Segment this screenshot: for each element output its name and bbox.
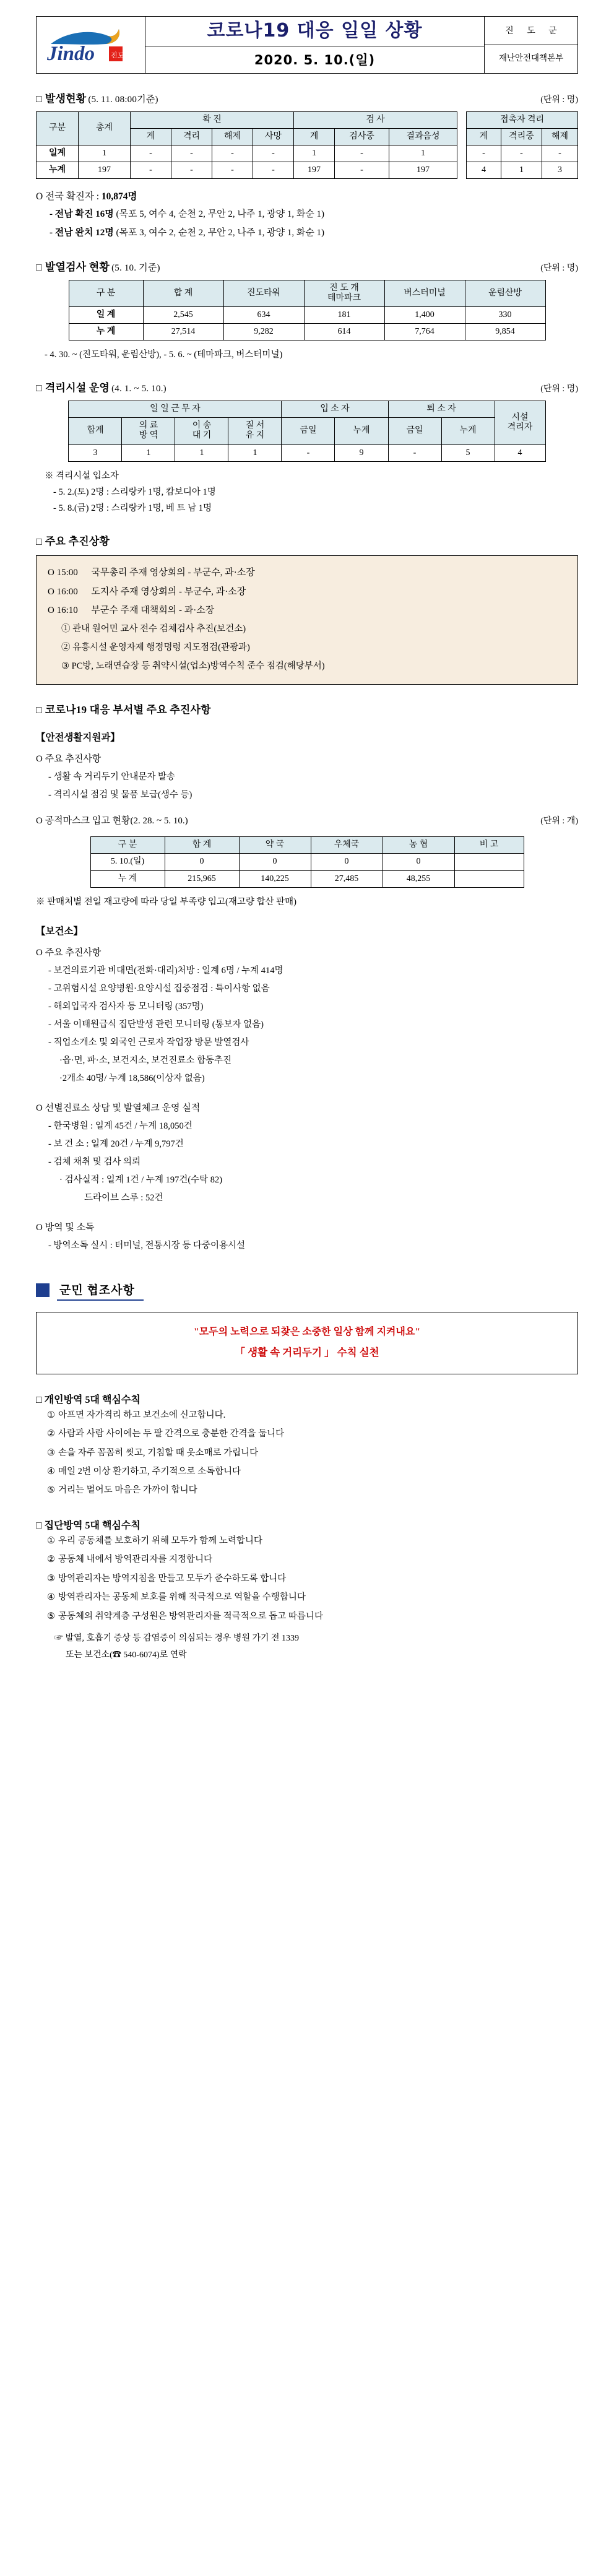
table-row	[467, 162, 578, 178]
cell-cum-confirmed-death: -	[253, 162, 294, 178]
section-isolation-facility	[36, 379, 578, 516]
table-row	[37, 145, 457, 162]
cell-daily-terminal: 1,400	[384, 307, 465, 324]
col-nonghyup: 농 협	[383, 837, 454, 854]
colgroup-leavers: 퇴 소 자	[388, 401, 495, 418]
major-activities-box	[36, 555, 578, 685]
col-contact-sum: 계	[467, 128, 501, 145]
activity-item	[48, 563, 566, 583]
personal-rule-item: ① 아프면 자가격리 하고 보건소에 신고합니다.	[47, 1410, 226, 1420]
cell-daily-park: 181	[304, 307, 384, 324]
col-total: 합 계	[143, 280, 223, 306]
cell-daily-test-pending: -	[335, 145, 389, 162]
dept2-item: - 방역소독 실시 : 터미널, 전통시장 등 다중이용시설	[48, 1240, 245, 1251]
col-pharmacy: 약 국	[239, 837, 311, 854]
cell-facility-isolated: 4	[495, 445, 545, 461]
activity-item	[48, 601, 566, 620]
dept2-item: - 보 건 소 : 일계 20건 / 누계 9,797건	[48, 1138, 184, 1149]
cell-daily-contact-isolating: -	[501, 145, 542, 162]
mask-inventory-table	[90, 836, 524, 887]
dept-name-safety: 【안전생활지원과】	[36, 732, 120, 744]
group-rule-item: ⑤ 공동체의 취약계층 구성원은 방역관리자를 적극적으로 돕고 따릅니다	[47, 1611, 323, 1621]
personal-rules-title: □ 개인방역 5대 핵심수칙	[36, 1394, 141, 1405]
cell-cum-terminal: 7,764	[384, 324, 465, 340]
section-department-activities	[36, 701, 578, 1254]
cell-day-pharmacy: 0	[239, 854, 311, 870]
cell-cum-total: 215,965	[165, 870, 239, 887]
isolation-title: □ 격리시설 운영 (4. 1. ~ 5. 10.)	[36, 382, 166, 394]
group-rule-item: ③ 방역관리자는 방역지침을 만들고 모두가 준수하도록 합니다	[47, 1573, 287, 1584]
col-total: 합 계	[165, 837, 239, 854]
cell-cum-contact-isolating: 1	[501, 162, 542, 178]
bullet-circle: O	[36, 816, 43, 826]
table-row	[90, 854, 524, 870]
cell-daily-total: 1	[79, 145, 131, 162]
bullet-circle: O	[36, 1103, 43, 1113]
col-worker-total: 합계	[69, 418, 122, 445]
activity-time: 16:00	[56, 586, 78, 597]
svg-text:Jindo: Jindo	[46, 43, 95, 64]
isolation-unit: (단위 : 명)	[540, 384, 578, 394]
bullet-circle: O	[48, 605, 54, 616]
dept2-subitem: ·2개소 40명/ 누계 18,586(이상자 없음)	[59, 1073, 205, 1083]
dept2-heading-2: O 선별진료소 상담 및 발열체크 운영 실적	[36, 1103, 201, 1113]
table-row	[69, 445, 545, 461]
mask-inventory-title: O 공적마스크 입고 현황(2. 28. ~ 5. 10.)	[36, 816, 188, 826]
cell-cum-total: 197	[79, 162, 131, 178]
cell-worker-medical: 1	[122, 445, 175, 461]
national-confirmed-label: 전국 확진자 :	[45, 191, 102, 202]
dept2-heading-1: O 주요 추진사항	[36, 947, 102, 958]
col-confirmed-death: 사망	[253, 128, 294, 145]
personal-rule-item: ② 사람과 사람 사이에는 두 팔 간격으로 충분한 간격을 둡니다	[47, 1429, 285, 1439]
cell-cum-confirmed-isolated: -	[171, 162, 212, 178]
cell-worker-order: 1	[228, 445, 282, 461]
col-gubun: 구분	[37, 111, 79, 145]
dept2-item: - 해외입국자 검사자 등 모니터링 (357명)	[48, 1001, 204, 1012]
bullet-circle: O	[48, 586, 54, 597]
section-outbreak	[36, 90, 578, 179]
col-gubun: 구 분	[69, 280, 143, 306]
cell-worker-total: 3	[69, 445, 122, 461]
isolation-table	[68, 401, 545, 461]
dept2-subitem: ·읍·면, 파·소, 보건지소, 보건진료소 합동추진	[59, 1055, 231, 1065]
cell-daily-total: 2,545	[143, 307, 223, 324]
table-row	[37, 162, 457, 178]
isolation-notes	[36, 468, 578, 516]
emergency-contact-note	[36, 1631, 578, 1663]
cell-day-nonghyup: 0	[383, 854, 454, 870]
cooperation-title: 군민 협조사항	[57, 1280, 144, 1301]
col-unrimsanbang: 운림산방	[465, 280, 545, 306]
cell-cum-contact-sum: 4	[467, 162, 501, 178]
row-label-daily: 일계	[37, 145, 79, 162]
header-title-cell	[145, 17, 485, 74]
colgroup-contact-isolation: 접촉자 격리	[467, 111, 578, 128]
col-facility-isolated: 시설 격리자	[495, 401, 545, 445]
isolation-note-item: - 5. 2.(토) 2명 : 스리랑카 1명, 캄보디아 1명	[53, 487, 216, 497]
dept2-subitem: · 검사실적 : 일계 1건 / 누계 197건(수탁 82)	[59, 1174, 223, 1185]
cell-cum-contact-released: 3	[542, 162, 578, 178]
outbreak-table-contact	[466, 111, 578, 179]
table-row	[467, 145, 578, 162]
mask-note: ※ 판매처별 전일 재고량에 따라 당일 부족량 입고(재고량 합산 판매)	[36, 896, 296, 907]
bullet-circle: O	[48, 567, 54, 578]
bullet-circle: O	[36, 754, 43, 765]
colgroup-daily-workers: 일 일 근 무 자	[69, 401, 282, 418]
cell-out-today: -	[388, 445, 441, 461]
group-rule-item: ① 우리 공동체를 보호하기 위해 모두가 함께 노력합니다	[47, 1535, 262, 1546]
cell-cum-total: 27,514	[143, 324, 223, 340]
slogan-line-2: 「 생활 속 거리두기 」 수칙 실천	[235, 1346, 379, 1358]
fever-unit: (단위 : 명)	[540, 263, 578, 273]
col-confirmed-sum: 계	[131, 128, 171, 145]
table-row	[69, 307, 545, 324]
jindo-logo-icon	[45, 25, 137, 64]
col-in-today: 금일	[282, 418, 335, 445]
dept2-drive-thru: 드라이브 스루 : 52건	[84, 1192, 163, 1203]
cell-cum-unrim: 9,854	[465, 324, 545, 340]
slogan-line-1: "모두의 노력으로 되찾은 소중한 일상 함께 지켜내요"	[193, 1326, 421, 1337]
checkbox-mark: □	[36, 705, 42, 716]
group-rule-item: ② 공동체 내에서 방역관리자를 지정합니다	[47, 1555, 212, 1565]
svg-text:진도: 진도	[110, 52, 124, 60]
col-confirmed-isolated: 격리	[171, 128, 212, 145]
emergency-line-1: ☞ 발열, 호흡기 증상 등 감염증이 의심되는 경우 병원 가기 전 1339	[54, 1634, 300, 1644]
jeonnam-confirmed-line: - 전남 확진 16명 (목포 5, 여수 4, 순천 2, 무안 2, 나주 1, 광양 1, 화순 1)	[50, 209, 325, 220]
col-out-today: 금일	[388, 418, 441, 445]
col-bus-terminal: 버스터미널	[384, 280, 465, 306]
checkbox-mark: □	[36, 93, 42, 105]
cell-worker-transport: 1	[175, 445, 228, 461]
row-label-cumulative: 누계	[37, 162, 79, 178]
cell-daily-test-sum: 1	[294, 145, 335, 162]
dept2-item: - 직업소개소 및 외국인 근로자 작업장 방문 발열검사	[48, 1037, 249, 1047]
checkbox-mark: □	[36, 383, 42, 394]
personal-rule-item: ④ 매일 2번 이상 환기하고, 주기적으로 소독합니다	[47, 1467, 241, 1477]
cell-daily-contact-sum: -	[467, 145, 501, 162]
col-worker-transport: 이 송 대 기	[175, 418, 228, 445]
cell-cum-post: 27,485	[311, 870, 383, 887]
dept2-item: - 서울 이태원급식 집단발생 관련 모니터링 (통보자 없음)	[48, 1019, 264, 1030]
fever-table	[69, 280, 546, 340]
section-major-activities	[36, 532, 578, 685]
blue-square-icon	[36, 1283, 50, 1297]
cell-cum-tower: 9,282	[223, 324, 304, 340]
col-test-sum: 계	[294, 128, 335, 145]
header-org-cell	[485, 17, 578, 74]
col-test-pending: 검사중	[335, 128, 389, 145]
group-rule-item: ④ 방역관리자는 공동체 보호를 위해 적극적으로 역할을 수행합니다	[47, 1592, 306, 1603]
dept2-item: - 보건의료기관 비대면(전화·대리)처방 : 일계 6명 / 누계 414명	[48, 965, 283, 976]
checkbox-mark: □	[36, 262, 42, 273]
cell-daily-contact-released: -	[542, 145, 578, 162]
cell-daily-confirmed-isolated: -	[171, 145, 212, 162]
isolation-note-item: - 5. 8.(금) 2명 : 스리랑카 1명, 베 트 남 1명	[53, 503, 212, 513]
cell-cum-pharmacy: 140,225	[239, 870, 311, 887]
bullet-circle: O	[36, 1222, 43, 1233]
document-header	[36, 16, 578, 74]
cell-day-total: 0	[165, 854, 239, 870]
cell-cum-confirmed-sum: -	[131, 162, 171, 178]
cooperation-header	[36, 1280, 578, 1301]
colgroup-entrants: 입 소 자	[282, 401, 388, 418]
cell-daily-test-negative: 1	[389, 145, 457, 162]
mask-unit: (단위 : 개)	[540, 817, 578, 826]
col-confirmed-released: 해제	[212, 128, 253, 145]
cell-in-today: -	[282, 445, 335, 461]
row-label-daily: 일 계	[69, 307, 143, 324]
checkbox-mark: □	[36, 1394, 42, 1405]
fever-title: □ 발열검사 현황 (5. 10. 기준)	[36, 261, 160, 273]
group-rules-title: □ 집단방역 5대 핵심수칙	[36, 1520, 141, 1531]
col-worker-medical: 의 료 방 역	[122, 418, 175, 445]
cell-cum-test-pending: -	[335, 162, 389, 178]
isolation-notes-title: ※ 격리시설 입소자	[45, 471, 119, 481]
col-gubun: 구 분	[90, 837, 165, 854]
org-division: 재난안전대책본부	[498, 53, 564, 63]
outbreak-title: □ 발생현황 (5. 11. 08:00기준)	[36, 92, 158, 105]
section-fever-check	[36, 258, 578, 363]
bullet-circle: O	[36, 947, 43, 958]
activity-item	[48, 583, 566, 602]
row-label-cumulative: 누 계	[69, 324, 143, 340]
personal-rule-item: ⑤ 거리는 멀어도 마음은 가까이 합니다	[47, 1485, 197, 1496]
cell-cum-park: 614	[304, 324, 384, 340]
cell-cum-confirmed-released: -	[212, 162, 253, 178]
dept1-item: - 격리시설 점검 및 물품 보급(생수 등)	[48, 790, 192, 800]
national-confirmed-block	[36, 188, 578, 206]
table-row	[69, 324, 545, 340]
cell-cum-test-sum: 197	[294, 162, 335, 178]
col-in-cumulative: 누계	[335, 418, 388, 445]
col-contact-released: 해제	[542, 128, 578, 145]
col-contact-isolating: 격리중	[501, 128, 542, 145]
activity-subitem: ① 관내 원어민 교사 전수 검체검사 추진(보건소)	[61, 624, 246, 635]
cell-daily-confirmed-sum: -	[131, 145, 171, 162]
document-title: 코로나19 대응 일일 상황	[145, 17, 484, 46]
document-date: 2020. 5. 10.(일)	[254, 52, 376, 67]
emergency-line-2: 또는 보건소(☎ 540-6074)로 연락	[66, 1650, 187, 1660]
slogan-box	[36, 1312, 578, 1374]
activity-time: 15:00	[56, 567, 78, 578]
cell-cum-remark	[454, 870, 524, 887]
activity-subitem: ③ PC방, 노래연습장 등 취약시설(업소)방역수칙 준수 점검(해당부서)	[61, 661, 325, 671]
dept2-item: - 한국병원 : 일계 45건 / 누계 18,050건	[48, 1121, 192, 1131]
activity-subitem: ② 유흥시설 운영자제 행정명령 지도점검(관광과)	[61, 642, 250, 653]
dept2-heading-3: O 방역 및 소독	[36, 1222, 95, 1233]
colgroup-test: 검 사	[294, 111, 457, 128]
org-name: 진 도 군	[485, 19, 577, 45]
checkbox-mark: □	[36, 1520, 42, 1531]
cell-daily-confirmed-released: -	[212, 145, 253, 162]
col-out-cumulative: 누계	[441, 418, 495, 445]
fever-note: - 4. 30. ~ (진도타워, 운림산방), - 5. 6. ~ (테마파크, 버스터미널)	[45, 350, 283, 360]
col-theme-park: 진 도 개 테마파크	[304, 280, 384, 306]
dept2-item: - 고위험시설 요양병원·요양시설 집중점검 : 특이사항 없음	[48, 983, 270, 994]
dept-name-health-center: 【보건소】	[36, 926, 83, 937]
col-worker-order: 질 서 유 지	[228, 418, 282, 445]
col-post-office: 우체국	[311, 837, 383, 854]
cell-out-cumulative: 5	[441, 445, 495, 461]
activity-text: 도지사 주재 영상회의 - 부군수, 과·소장	[91, 586, 246, 597]
national-confirmed-value: 10,874명	[101, 191, 137, 202]
activity-time: 16:10	[56, 605, 78, 616]
cell-day-remark	[454, 854, 524, 870]
cell-cum-test-negative: 197	[389, 162, 457, 178]
cell-daily-tower: 634	[223, 307, 304, 324]
activity-text: 국무총리 주재 영상회의 - 부군수, 과·소장	[91, 567, 255, 578]
colgroup-confirmed: 확 진	[131, 111, 294, 128]
col-jindo-tower: 진도타워	[223, 280, 304, 306]
dept2-item: - 검체 채취 및 검사 의뢰	[48, 1156, 141, 1167]
col-total: 총계	[79, 111, 131, 145]
checkbox-mark: □	[36, 536, 42, 547]
dept1-item: - 생활 속 거리두기 안내문자 발송	[48, 772, 176, 783]
bullet-circle: O	[36, 191, 43, 202]
table-row	[90, 870, 524, 887]
row-label-cumulative: 누 계	[90, 870, 165, 887]
outbreak-unit: (단위 : 명)	[540, 95, 578, 105]
col-test-negative: 결과음성	[389, 128, 457, 145]
activity-text: 부군수 주재 대책회의 - 과·소장	[91, 605, 215, 616]
jindo-logo	[37, 17, 145, 74]
jeonnam-recovered-line: - 전남 완치 12명 (목포 3, 여수 2, 순천 2, 무안 2, 나주 1, 광양 1, 화순 1)	[50, 227, 325, 238]
outbreak-table-main	[36, 111, 457, 179]
cell-cum-nonghyup: 48,255	[383, 870, 454, 887]
cell-daily-confirmed-death: -	[253, 145, 294, 162]
dept-section-title: □ 코로나19 대응 부서별 주요 추진사항	[36, 704, 211, 716]
personal-rule-item: ③ 손을 자주 꼼꼼히 씻고, 기침할 때 옷소매로 가립니다	[47, 1447, 259, 1458]
major-title: □ 주요 추진상황	[36, 535, 110, 547]
cell-in-cumulative: 9	[335, 445, 388, 461]
cell-day-post: 0	[311, 854, 383, 870]
col-remark: 비 고	[454, 837, 524, 854]
cell-daily-unrim: 330	[465, 307, 545, 324]
row-label-date: 5. 10.(일)	[90, 854, 165, 870]
dept1-heading: O 주요 추진사항	[36, 754, 102, 765]
